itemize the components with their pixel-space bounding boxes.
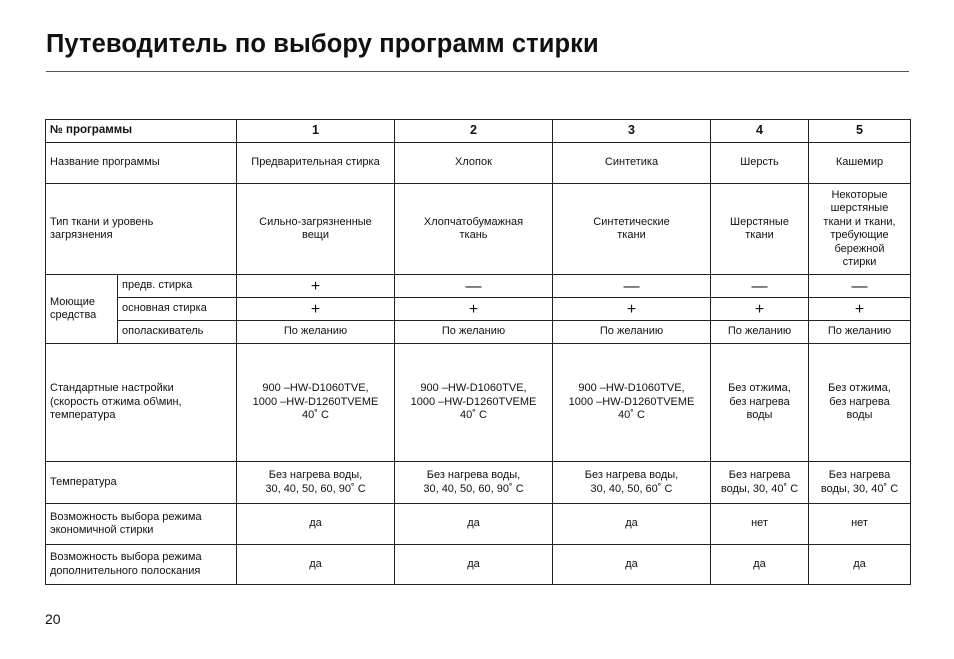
table-cell: + (553, 298, 711, 321)
header-cell: 4 (711, 120, 809, 143)
table-cell: — (711, 275, 809, 298)
table-cell: + (237, 298, 395, 321)
table-cell: По желанию (237, 321, 395, 344)
header-label: № программы (46, 120, 237, 143)
row-label: Температура (46, 462, 237, 504)
table-cell: + (237, 275, 395, 298)
table-cell: Хлопок (395, 143, 553, 184)
table-cell: Кашемир (809, 143, 911, 184)
table-cell: да (711, 545, 809, 585)
table-cell: Некоторые шерстяные ткани и ткани, требующие бережной стирки (809, 184, 911, 275)
table-cell: — (809, 275, 911, 298)
table-cell: да (395, 545, 553, 585)
table-row (46, 298, 911, 321)
table-cell: да (809, 545, 911, 585)
table-cell: Без нагрева воды, 30, 40˚ C (711, 462, 809, 504)
table-cell: По желанию (395, 321, 553, 344)
table-cell: Синтетические ткани (553, 184, 711, 275)
table-row (46, 504, 911, 545)
table-row (46, 462, 911, 504)
sub-row-label: ополаскиватель (118, 321, 237, 344)
table-cell: Без отжима, без нагрева воды (711, 344, 809, 462)
table-cell: нет (809, 504, 911, 545)
row-label: Название программы (46, 143, 237, 184)
row-label: Стандартные настройки (скорость отжима об\мин, температура (46, 344, 237, 462)
table-cell: 900 –HW-D1060TVE, 1000 –HW-D1260TVEME 40˚ C (237, 344, 395, 462)
row-label: Возможность выбора режима экономичной стирки (46, 504, 237, 545)
table-row (46, 321, 911, 344)
table-row (46, 275, 911, 298)
table-cell: Сильно-загрязненные вещи (237, 184, 395, 275)
table-cell: — (395, 275, 553, 298)
table-cell: да (553, 545, 711, 585)
page-title: Путеводитель по выбору программ стирки (46, 30, 599, 58)
sub-row-label: предв. стирка (118, 275, 237, 298)
page-number: 20 (45, 611, 61, 627)
table-cell: Шерстяные ткани (711, 184, 809, 275)
header-cell: 1 (237, 120, 395, 143)
table-cell: Без нагрева воды, 30, 40˚ C (809, 462, 911, 504)
table-cell: да (395, 504, 553, 545)
table-row (46, 143, 911, 184)
table-cell: По желанию (553, 321, 711, 344)
table-cell: Без нагрева воды, 30, 40, 50, 60˚ C (553, 462, 711, 504)
table-cell: По желанию (711, 321, 809, 344)
table-cell: + (809, 298, 911, 321)
table-row (46, 344, 911, 462)
header-cell: 3 (553, 120, 711, 143)
wash-program-table (45, 119, 911, 585)
table-cell: + (395, 298, 553, 321)
title-divider (46, 71, 909, 72)
table-row (46, 184, 911, 275)
table-cell: да (237, 545, 395, 585)
table-row (46, 120, 911, 143)
table-cell: Шерсть (711, 143, 809, 184)
table-row (46, 545, 911, 585)
table-cell: нет (711, 504, 809, 545)
table-cell: Синтетика (553, 143, 711, 184)
sub-row-label: основная стирка (118, 298, 237, 321)
table-cell: — (553, 275, 711, 298)
table-cell: Без отжима, без нагрева воды (809, 344, 911, 462)
header-cell: 5 (809, 120, 911, 143)
table-cell: Без нагрева воды, 30, 40, 50, 60, 90˚ C (237, 462, 395, 504)
header-cell: 2 (395, 120, 553, 143)
row-label: Моющие средства (46, 275, 118, 344)
table-cell: да (553, 504, 711, 545)
table-cell: Без нагрева воды, 30, 40, 50, 60, 90˚ C (395, 462, 553, 504)
table-cell: Хлопчатобумажная ткань (395, 184, 553, 275)
table-cell: + (711, 298, 809, 321)
row-label: Тип ткани и уровень загрязнения (46, 184, 237, 275)
table-cell: 900 –HW-D1060TVE, 1000 –HW-D1260TVEME 40˚ C (553, 344, 711, 462)
table-cell: По желанию (809, 321, 911, 344)
table-cell: 900 –HW-D1060TVE, 1000 –HW-D1260TVEME 40˚ C (395, 344, 553, 462)
table-cell: Предварительная стирка (237, 143, 395, 184)
row-label: Возможность выбора режима дополнительного полоскания (46, 545, 237, 585)
table-cell: да (237, 504, 395, 545)
